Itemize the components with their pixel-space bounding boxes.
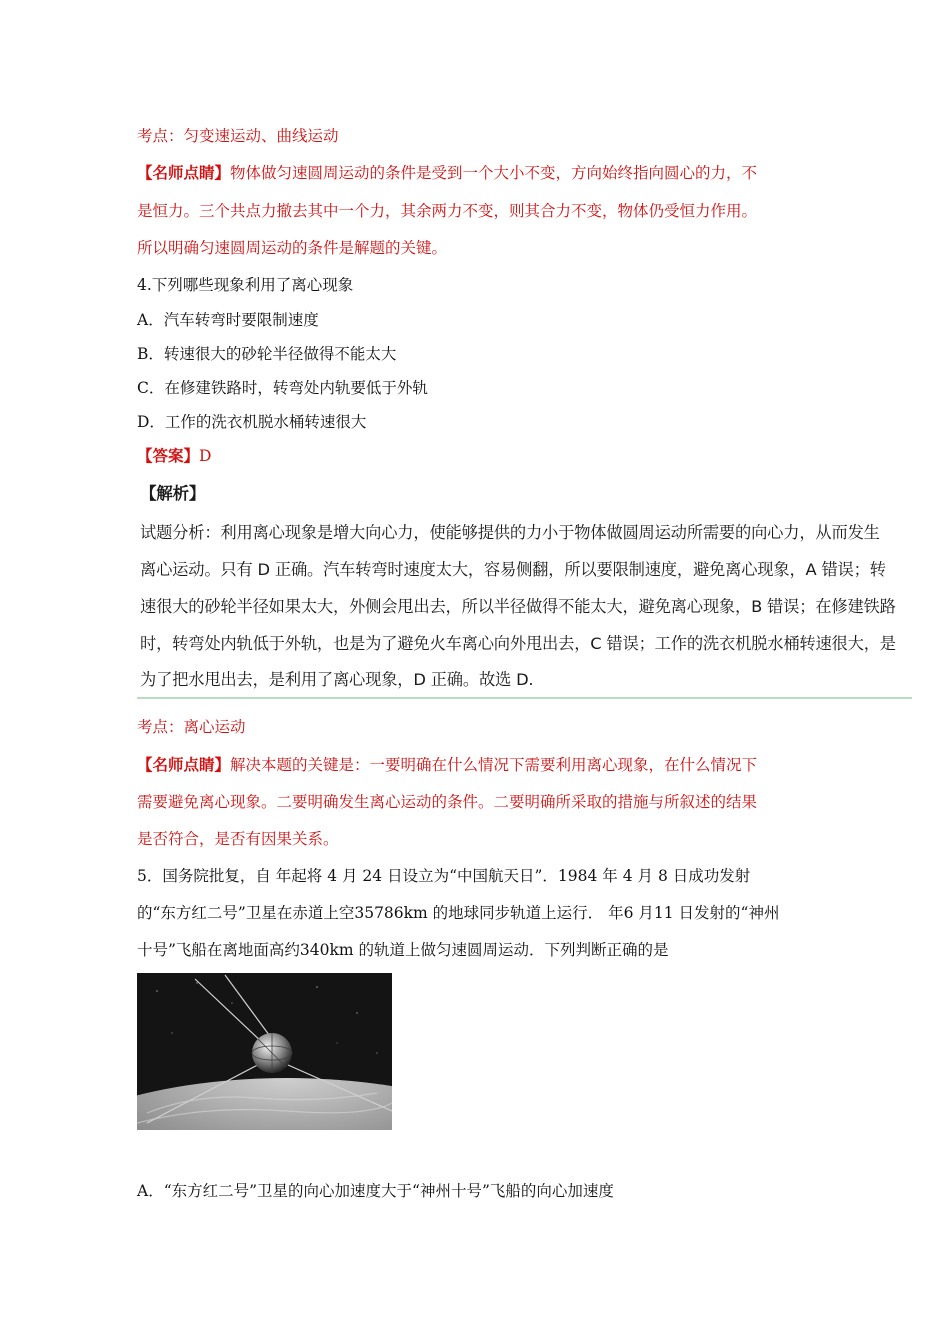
satellite-photo bbox=[137, 973, 392, 1130]
kaodian-1: 考点：匀变速运动、曲线运动 bbox=[137, 127, 339, 145]
mingshi-2-tag: 【名师点睛】 bbox=[137, 755, 231, 774]
mingshi-1-line-3: 所以明确匀速圆周运动的条件是解题的关键。 bbox=[137, 239, 448, 257]
q4-analysis-line-1: 试题分析：利用离心现象是增大向心力，使能够提供的力小于物体做圆周运动所需要的向心力，从而发生 bbox=[140, 523, 880, 542]
mingshi-2-text-1: 解决本题的关键是：一要明确在什么情况下需要利用离心现象，在什么情况下 bbox=[230, 756, 758, 774]
q4-analysis-line-2: 离心运动。只有 D 正确。汽车转弯时速度太大，容易侧翻，所以要限制速度，避免离心现象，A 错误；转 bbox=[140, 560, 886, 579]
mingshi-1-line-1 bbox=[137, 163, 910, 183]
satellite-illustration bbox=[137, 973, 392, 1130]
q4-answer bbox=[137, 446, 910, 466]
q5-option-a: A．“东方红二号”卫星的向心加速度大于“神州十号”飞船的向心加速度 bbox=[137, 1182, 614, 1200]
q5-line-1: 5．国务院批复，自 年起将 4 月 24 日设立为“中国航天日”．1984 年 4 月 8 日成功发射 bbox=[137, 867, 751, 885]
q4-option-d: D．工作的洗衣机脱水桶转速很大 bbox=[137, 413, 367, 431]
q5-line-2: 的“东方红二号”卫星在赤道上空35786km 的地球同步轨道上运行． 年6 月11 日发射的“神州 bbox=[137, 904, 780, 922]
q4-analysis-line-4: 时，转弯处内轨低于外轨，也是为了避免火车离心向外甩出去，C 错误；工作的洗衣机脱水桶转速很大，是 bbox=[140, 634, 896, 653]
mingshi-2-line-2: 需要避免离心现象。二要明确发生离心运动的条件。二要明确所采取的措施与所叙述的结果 bbox=[137, 793, 758, 811]
q4-analysis-line-3: 速很大的砂轮半径如果太大，外侧会甩出去，所以半径做得不能太大，避免离心现象，B 错误；在修建铁路 bbox=[140, 597, 896, 616]
q4-answer-value: D bbox=[199, 447, 212, 465]
section-divider bbox=[137, 697, 912, 699]
q4-analysis-tag: 【解析】 bbox=[140, 484, 206, 503]
q4-stem: 4.下列哪些现象利用了离心现象 bbox=[137, 276, 354, 294]
q4-analysis-line-5: 为了把水甩出去，是利用了离心现象，D 正确。故选 D. bbox=[140, 670, 534, 689]
mingshi-2-line-3: 是否符合，是否有因果关系。 bbox=[137, 830, 339, 848]
q4-option-c: C．在修建铁路时，转弯处内轨要低于外轨 bbox=[137, 379, 428, 397]
mingshi-1-line-2: 是恒力。三个共点力撤去其中一个力，其余两力不变，则其合力不变，物体仍受恒力作用。 bbox=[137, 202, 758, 220]
mingshi-1-tag: 【名师点睛】 bbox=[137, 163, 231, 182]
q4-option-a: A．汽车转弯时要限制速度 bbox=[137, 311, 319, 329]
q4-option-b: B．转速很大的砂轮半径做得不能太大 bbox=[137, 345, 397, 363]
q4-answer-tag: 【答案】 bbox=[137, 446, 200, 465]
mingshi-1-text-1: 物体做匀速圆周运动的条件是受到一个大小不变，方向始终指向圆心的力，不 bbox=[230, 164, 758, 182]
kaodian-2: 考点：离心运动 bbox=[137, 718, 246, 736]
q5-line-3: 十号”飞船在离地面高约340km 的轨道上做匀速圆周运动．下列判断正确的是 bbox=[137, 941, 669, 959]
mingshi-2-line-1 bbox=[137, 755, 910, 775]
